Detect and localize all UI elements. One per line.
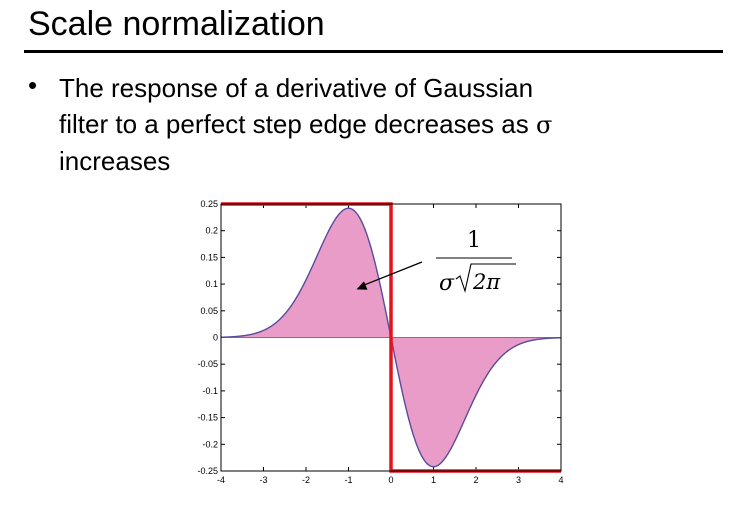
y-tick-label: 0.25	[200, 199, 218, 209]
x-tick-label: 4	[558, 475, 564, 485]
bullet-sigma: σ	[535, 111, 553, 139]
slide-title: Scale normalization	[28, 5, 325, 43]
y-tick-label: -0.1	[202, 385, 218, 396]
title-underline	[24, 50, 723, 53]
y-tick-label: -0.15	[197, 412, 218, 423]
formula-numerator: 1	[467, 228, 481, 253]
x-tick-label: -4	[216, 475, 226, 485]
formula-sigma: σ	[439, 271, 455, 296]
x-tick-label: 2	[473, 475, 479, 485]
series-layer	[221, 204, 561, 471]
x-tick-label: -3	[259, 475, 268, 485]
x-tick-label: 3	[515, 475, 522, 485]
bullet-marker: •	[28, 70, 38, 100]
bullet-text	[59, 70, 731, 179]
bullet-line-1: The response of a derivative of Gaussian	[59, 73, 534, 103]
x-tick-label: 0	[388, 475, 394, 485]
y-tick-label: -0.25	[197, 466, 218, 476]
step-response-chart	[160, 195, 590, 500]
y-tick-label: 0.1	[205, 279, 218, 290]
y-tick-label: -0.2	[202, 439, 218, 450]
formula-radicand: 2π	[473, 270, 501, 294]
x-tick-label: -2	[301, 475, 311, 485]
bullet-line-2	[59, 106, 731, 143]
y-tick-label: 0.05	[200, 305, 218, 316]
y-tick-label: 0	[212, 332, 218, 343]
y-tick-label: -0.05	[197, 359, 218, 370]
bullet-line-2-text: filter to a perfect step edge decreases as	[59, 109, 529, 139]
y-tick-label: 0.2	[205, 225, 218, 236]
x-tick-label: -1	[344, 475, 353, 485]
y-tick-label: 0.15	[200, 252, 218, 263]
bullet-line-3: increases	[59, 146, 171, 176]
x-tick-label: 1	[430, 475, 437, 485]
